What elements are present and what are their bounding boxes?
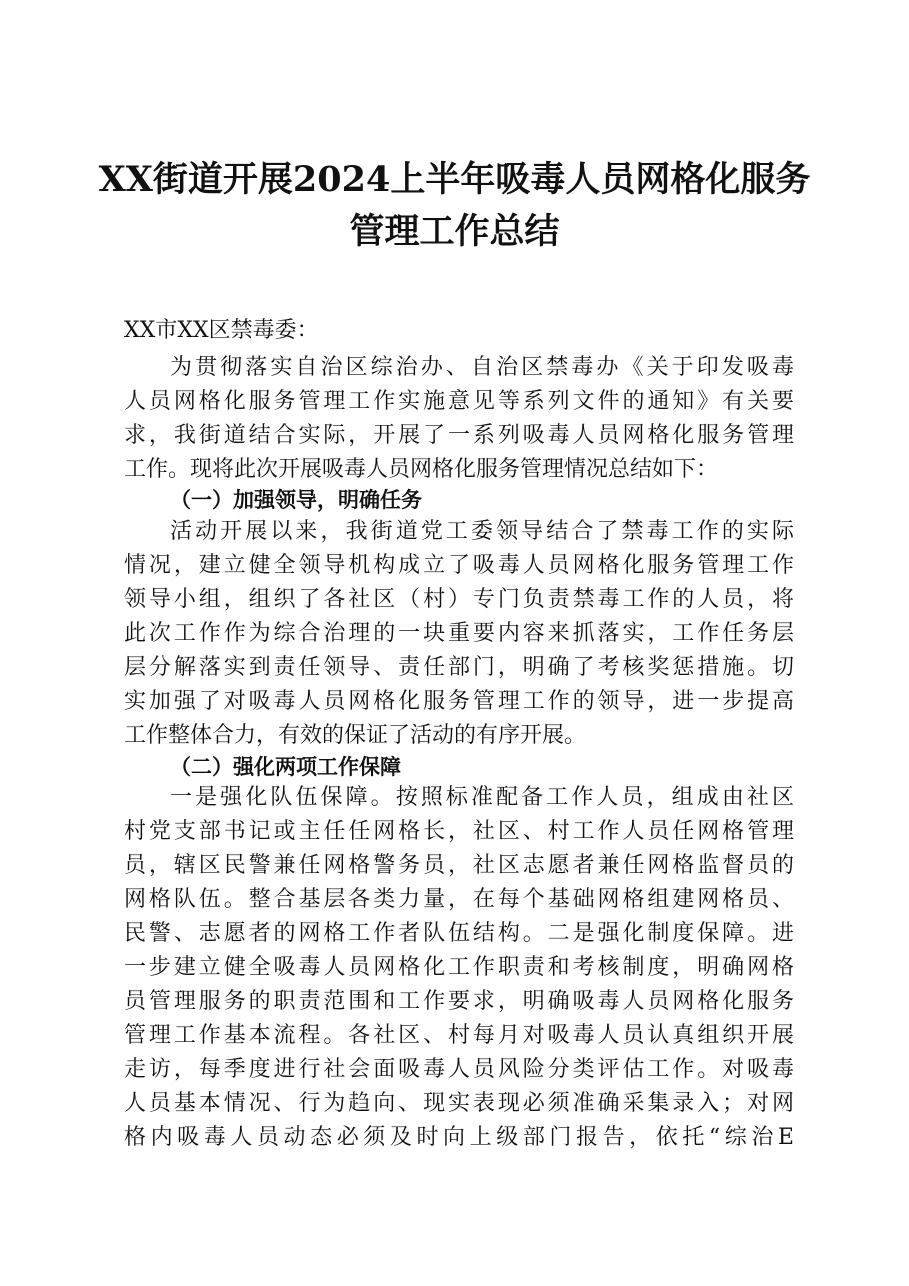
section-2-heading: （二）强化两项工作保障 (170, 755, 401, 779)
intro-line: 求，我街道结合实际，开展了一系列吸毒人员网格化服务管理 (124, 423, 794, 448)
section-2-line: 走访，每季度进行社会面吸毒人员风险分类评估工作。对吸毒 (124, 1057, 794, 1082)
section-1-line: 活动开展以来，我街道党工委领导结合了禁毒工作的实际 (170, 519, 794, 544)
section-1-line: 实加强了对吸毒人员网格化服务管理工作的领导，进一步提高 (124, 689, 794, 714)
section-1-line: 情况，建立健全领导机构成立了吸毒人员网格化服务管理工作 (124, 553, 794, 578)
intro-line: 工作。现将此次开展吸毒人员网格化服务管理情况总结如下： (124, 457, 719, 482)
section-2-line: 员，辖区民警兼任网格警务员，社区志愿者兼任网格监督员的 (124, 853, 794, 878)
intro-line: 为贯彻落实自治区综治办、自治区禁毒办《关于印发吸毒 (170, 355, 794, 380)
section-2-line: 村党支部书记或主任任网格长，社区、村工作人员任网格管理 (124, 819, 794, 844)
section-2-line: 员管理服务的职责范围和工作要求，明确吸毒人员网格化服务 (124, 989, 794, 1014)
section-1-heading: （一）加强领导，明确任务 (170, 488, 422, 512)
section-2-line: 人员基本情况、行为趋向、现实表现必须准确采集录入；对网 (124, 1091, 794, 1116)
section-2-line: 一步建立健全吸毒人员网格化工作职责和考核制度，明确网格 (124, 955, 794, 980)
section-1-line: 工作整体合力，有效的保证了活动的有序开展。 (124, 723, 587, 748)
section-2-line: 管理工作基本流程。各社区、村每月对吸毒人员认真组织开展 (124, 1023, 794, 1048)
intro-line: 人员网格化服务管理工作实施意见等系列文件的通知》有关要 (124, 389, 794, 414)
salutation: XX市XX区禁毒委： (124, 318, 319, 343)
section-2-line: 一是强化队伍保障。按照标准配备工作人员，组成由社区 (170, 785, 794, 810)
document-title-line-2: 管理工作总结 (349, 211, 560, 252)
section-1-line: 层分解落实到责任领导、责任部门，明确了考核奖惩措施。切 (124, 655, 794, 680)
document-title-line-1: XX街道开展2024上半年吸毒人员网格化服务 (98, 159, 811, 200)
section-1-line: 领导小组，组织了各社区（村）专门负责禁毒工作的人员，将 (124, 587, 794, 612)
section-2-line: 网格队伍。整合基层各类力量，在每个基础网格组建网格员、 (124, 887, 794, 912)
section-2-line: 民警、志愿者的网格工作者队伍结构。二是强化制度保障。进 (124, 921, 794, 946)
section-1-line: 此次工作作为综合治理的一块重要内容来抓落实，工作任务层 (124, 621, 794, 646)
section-2-line: 格内吸毒人员动态必须及时向上级部门报告，依托“综治E (124, 1125, 794, 1150)
